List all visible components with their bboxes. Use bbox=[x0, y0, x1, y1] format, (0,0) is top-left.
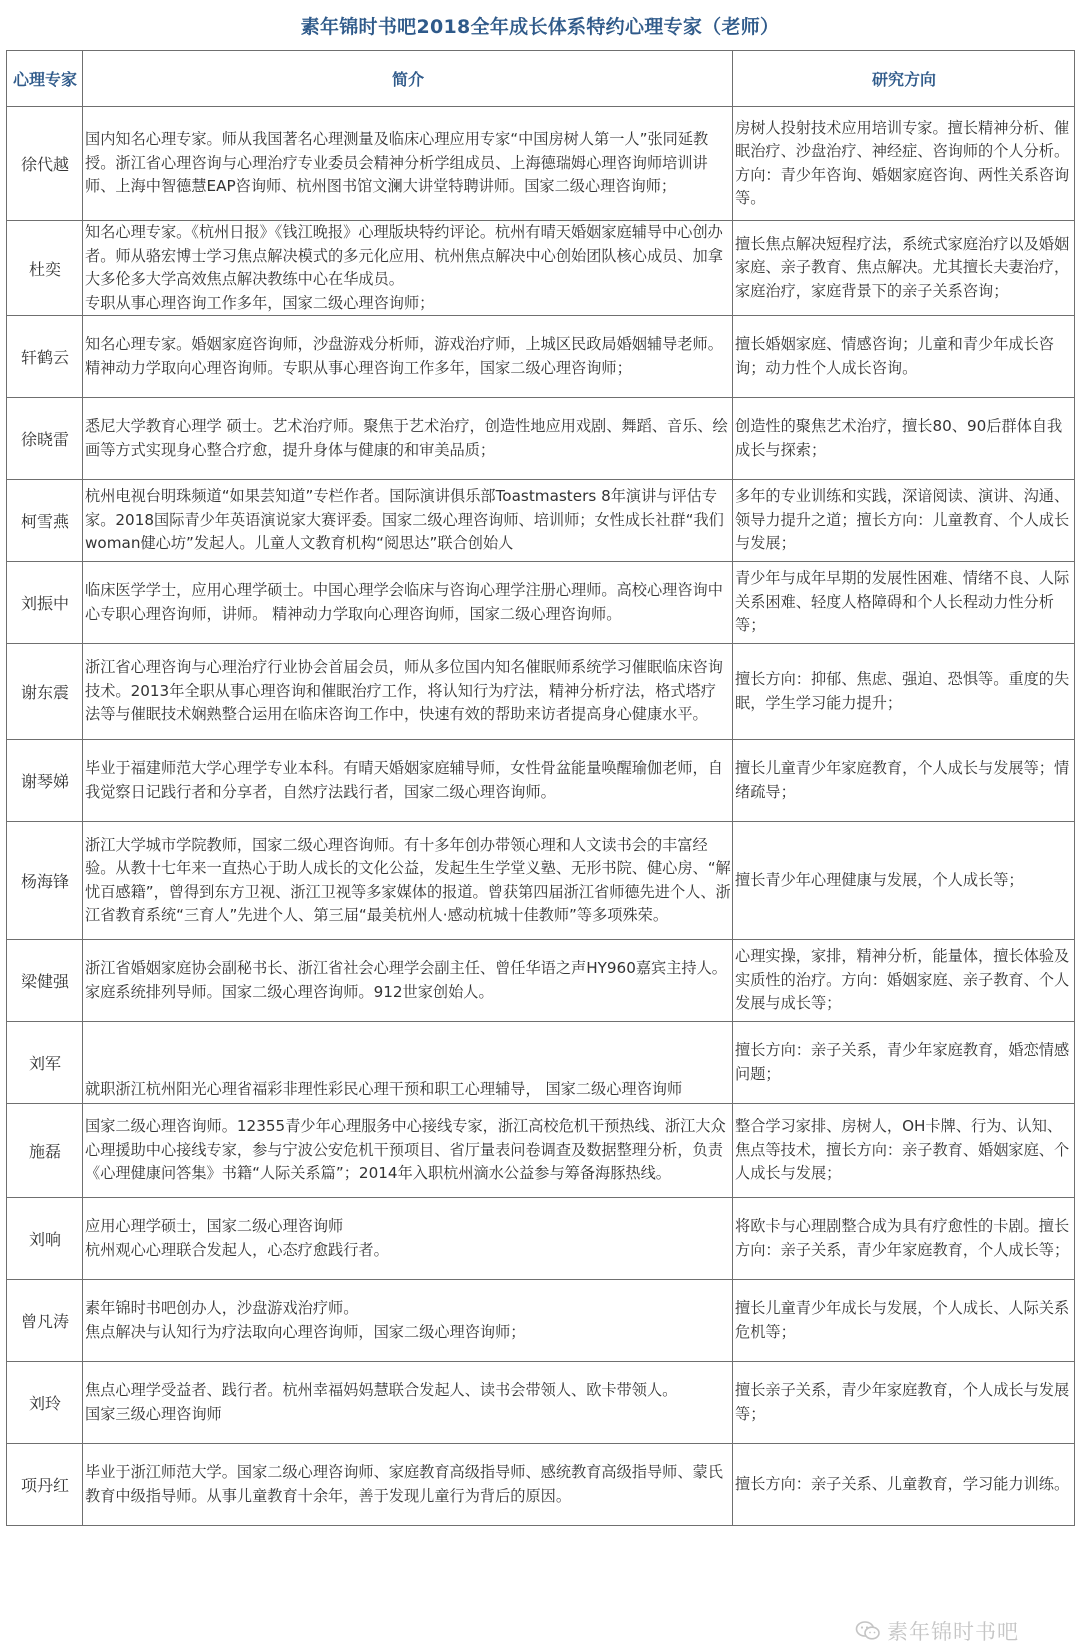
expert-research-direction: 多年的专业训练和实践，深谙阅读、演讲、沟通、领导力提升之道；擅长方向：儿童教育、个人成长与发展； bbox=[733, 480, 1075, 562]
expert-intro: 浙江省心理咨询与心理治疗行业协会首届会员，师从多位国内知名催眠师系统学习催眠临床咨询技术。2013年全职从事心理咨询和催眠治疗工作，将认知行为疗法，精神分析疗法，格式塔疗法等与催眠技术娴熟整合运用在临床咨询工作中，快速有效的帮助来访者提高身心健康水平。 bbox=[83, 644, 733, 740]
expert-intro: 就职浙江杭州阳光心理省福彩非理性彩民心理干预和职工心理辅导， 国家二级心理咨询师 bbox=[83, 1022, 733, 1104]
page-title: 素年锦时书吧2018全年成长体系特约心理专家（老师） bbox=[300, 16, 780, 38]
expert-research-direction: 擅长儿童青少年成长与发展，个人成长、人际关系危机等； bbox=[733, 1280, 1075, 1362]
expert-name: 施磊 bbox=[7, 1104, 83, 1198]
expert-name: 谢东震 bbox=[7, 644, 83, 740]
expert-name: 曾凡涛 bbox=[7, 1280, 83, 1362]
expert-name: 杜奕 bbox=[7, 221, 83, 316]
expert-intro: 浙江省婚姻家庭协会副秘书长、浙江省社会心理学会副主任、曾任华语之声HY960嘉宾主持人。家庭系统排列导师。国家二级心理咨询师。912世家创始人。 bbox=[83, 940, 733, 1022]
expert-research-direction: 擅长方向：亲子关系、儿童教育，学习能力训练。 bbox=[733, 1444, 1075, 1526]
expert-name: 轩鹤云 bbox=[7, 316, 83, 398]
table-row bbox=[7, 940, 1075, 1022]
table-row bbox=[7, 107, 1075, 221]
expert-research-direction: 心理实操，家排，精神分析，能量体，擅长体验及实质性的治疗。方向：婚姻家庭、亲子教育、个人发展与成长等； bbox=[733, 940, 1075, 1022]
experts-table-body bbox=[7, 107, 1075, 1526]
watermark-text: 素年锦时书吧 bbox=[887, 1620, 1019, 1644]
header-intro: 简介 bbox=[83, 51, 733, 107]
table-row bbox=[7, 1104, 1075, 1198]
expert-name: 刘响 bbox=[7, 1198, 83, 1280]
table-row bbox=[7, 221, 1075, 316]
table-row bbox=[7, 1022, 1075, 1104]
expert-research-direction: 擅长亲子关系，青少年家庭教育，个人成长与发展等； bbox=[733, 1362, 1075, 1444]
expert-intro: 毕业于浙江师范大学。国家二级心理咨询师、家庭教育高级指导师、感统教育高级指导师、蒙氏教育中级指导师。从事儿童教育十余年，善于发现儿童行为背后的原因。 bbox=[83, 1444, 733, 1526]
watermark bbox=[855, 1616, 1019, 1646]
expert-intro: 浙江大学城市学院教师，国家二级心理咨询师。有十多年创办带领心理和人文读书会的丰富经验。从教十七年来一直热心于助人成长的文化公益，发起生生学堂义塾、无形书院、健心房、“解忧百感籍”，曾得到东方卫视、浙江卫视等多家媒体的报道。曾获第四届浙江省师德先进个人、浙江省教育系统“三育人”先进个人、第三届“最美杭州人·感动杭城十佳教师”等多项殊荣。 bbox=[83, 822, 733, 940]
expert-research-direction: 整合学习家排、房树人，OH卡牌、行为、认知、焦点等技术，擅长方向：亲子教育、婚姻家庭、个人成长与发展； bbox=[733, 1104, 1075, 1198]
expert-research-direction: 擅长婚姻家庭、情感咨询；儿童和青少年成长咨询；动力性个人成长咨询。 bbox=[733, 316, 1075, 398]
table-row bbox=[7, 644, 1075, 740]
expert-name: 刘军 bbox=[7, 1022, 83, 1104]
table-row bbox=[7, 480, 1075, 562]
table-row bbox=[7, 822, 1075, 940]
expert-intro: 国内知名心理专家。师从我国著名心理测量及临床心理应用专家“中国房树人第一人”张同延教授。浙江省心理咨询与心理治疗专业委员会精神分析学组成员、上海德瑞姆心理咨询师培训讲师、上海中智德慧EAP咨询师、杭州图书馆文澜大讲堂特聘讲师。国家二级心理咨询师； bbox=[83, 107, 733, 221]
expert-intro: 知名心理专家。《杭州日报》《钱江晚报》心理版块特约评论。杭州有晴天婚姻家庭辅导中心创办者。师从骆宏博士学习焦点解决模式的多元化应用、杭州焦点解决中心创始团队核心成员、加拿大多伦多大学高效焦点解决教练中心在华成员。 专职从事心理咨询工作多年，国家二级心理咨询师； bbox=[83, 221, 733, 316]
expert-intro: 毕业于福建师范大学心理学专业本科。有晴天婚姻家庭辅导师，女性骨盆能量唤醒瑜伽老师，自我觉察日记践行者和分享者，自然疗法践行者，国家二级心理咨询师。 bbox=[83, 740, 733, 822]
expert-research-direction: 擅长方向：抑郁、焦虑、强迫、恐惧等。重度的失眠，学生学习能力提升； bbox=[733, 644, 1075, 740]
expert-name: 刘玲 bbox=[7, 1362, 83, 1444]
header-direction: 研究方向 bbox=[733, 51, 1075, 107]
expert-intro: 临床医学学士，应用心理学硕士。中国心理学会临床与咨询心理学注册心理师。高校心理咨询中心专职心理咨询师，讲师。 精神动力学取向心理咨询师，国家二级心理咨询师。 bbox=[83, 562, 733, 644]
table-row bbox=[7, 398, 1075, 480]
table-row bbox=[7, 740, 1075, 822]
wechat-icon bbox=[855, 1620, 881, 1642]
expert-research-direction: 将欧卡与心理剧整合成为具有疗愈性的卡剧。擅长方向：亲子关系，青少年家庭教育，个人成长等； bbox=[733, 1198, 1075, 1280]
expert-name: 杨海锋 bbox=[7, 822, 83, 940]
expert-name: 刘振中 bbox=[7, 562, 83, 644]
expert-research-direction: 创造性的聚焦艺术治疗，擅长80、90后群体自我成长与探索； bbox=[733, 398, 1075, 480]
expert-research-direction: 房树人投射技术应用培训专家。擅长精神分析、催眠治疗、沙盘治疗、神经症、咨询师的个人分析。方向：青少年咨询、婚姻家庭咨询、两性关系咨询等。 bbox=[733, 107, 1075, 221]
table-row bbox=[7, 1280, 1075, 1362]
expert-name: 项丹红 bbox=[7, 1444, 83, 1526]
expert-name: 柯雪燕 bbox=[7, 480, 83, 562]
table-row bbox=[7, 1198, 1075, 1280]
expert-intro: 焦点心理学受益者、践行者。杭州幸福妈妈慧联合发起人、读书会带领人、欧卡带领人。 国家三级心理咨询师 bbox=[83, 1362, 733, 1444]
expert-intro: 杭州电视台明珠频道“如果芸知道”专栏作者。国际演讲俱乐部Toastmasters 8年演讲与评估专家。2018国际青少年英语演说家大赛评委。国家二级心理咨询师、培训师；女性成长社群“我们woman健心坊”发起人。儿童人文教育机构“阅思达”联合创始人 bbox=[83, 480, 733, 562]
table-header-row bbox=[7, 51, 1075, 107]
expert-name: 谢琴娣 bbox=[7, 740, 83, 822]
expert-name: 徐代越 bbox=[7, 107, 83, 221]
expert-intro: 知名心理专家。婚姻家庭咨询师，沙盘游戏分析师，游戏治疗师，上城区民政局婚姻辅导老师。精神动力学取向心理咨询师。专职从事心理咨询工作多年，国家二级心理咨询师； bbox=[83, 316, 733, 398]
header-name: 心理专家 bbox=[7, 51, 83, 107]
expert-research-direction: 擅长儿童青少年家庭教育，个人成长与发展等；情绪疏导； bbox=[733, 740, 1075, 822]
expert-name: 梁健强 bbox=[7, 940, 83, 1022]
experts-table bbox=[6, 50, 1075, 1526]
expert-research-direction: 擅长焦点解决短程疗法，系统式家庭治疗以及婚姻家庭、亲子教育、焦点解决。尤其擅长夫妻治疗，家庭治疗，家庭背景下的亲子关系咨询； bbox=[733, 221, 1075, 316]
expert-research-direction: 擅长方向：亲子关系，青少年家庭教育，婚恋情感问题； bbox=[733, 1022, 1075, 1104]
table-row bbox=[7, 1362, 1075, 1444]
expert-intro: 悉尼大学教育心理学 硕士。艺术治疗师。聚焦于艺术治疗，创造性地应用戏剧、舞蹈、音乐、绘画等方式实现身心整合疗愈，提升身体与健康的和审美品质； bbox=[83, 398, 733, 480]
table-row bbox=[7, 562, 1075, 644]
table-row bbox=[7, 316, 1075, 398]
expert-name: 徐晓雷 bbox=[7, 398, 83, 480]
expert-intro: 应用心理学硕士，国家二级心理咨询师 杭州观心心理联合发起人，心态疗愈践行者。 bbox=[83, 1198, 733, 1280]
expert-intro: 素年锦时书吧创办人，沙盘游戏治疗师。 焦点解决与认知行为疗法取向心理咨询师，国家二级心理咨询师； bbox=[83, 1280, 733, 1362]
expert-research-direction: 擅长青少年心理健康与发展，个人成长等； bbox=[733, 822, 1075, 940]
expert-research-direction: 青少年与成年早期的发展性困难、情绪不良、人际关系困难、轻度人格障碍和个人长程动力性分析等； bbox=[733, 562, 1075, 644]
table-row bbox=[7, 1444, 1075, 1526]
expert-intro: 国家二级心理咨询师。12355青少年心理服务中心接线专家，浙江高校危机干预热线、浙江大众心理援助中心接线专家，参与宁波公安危机干预项目、省厅量表问卷调查及数据整理分析，负责《心理健康问答集》书籍“人际关系篇”；2014年入职杭州滴水公益参与筹备海豚热线。 bbox=[83, 1104, 733, 1198]
